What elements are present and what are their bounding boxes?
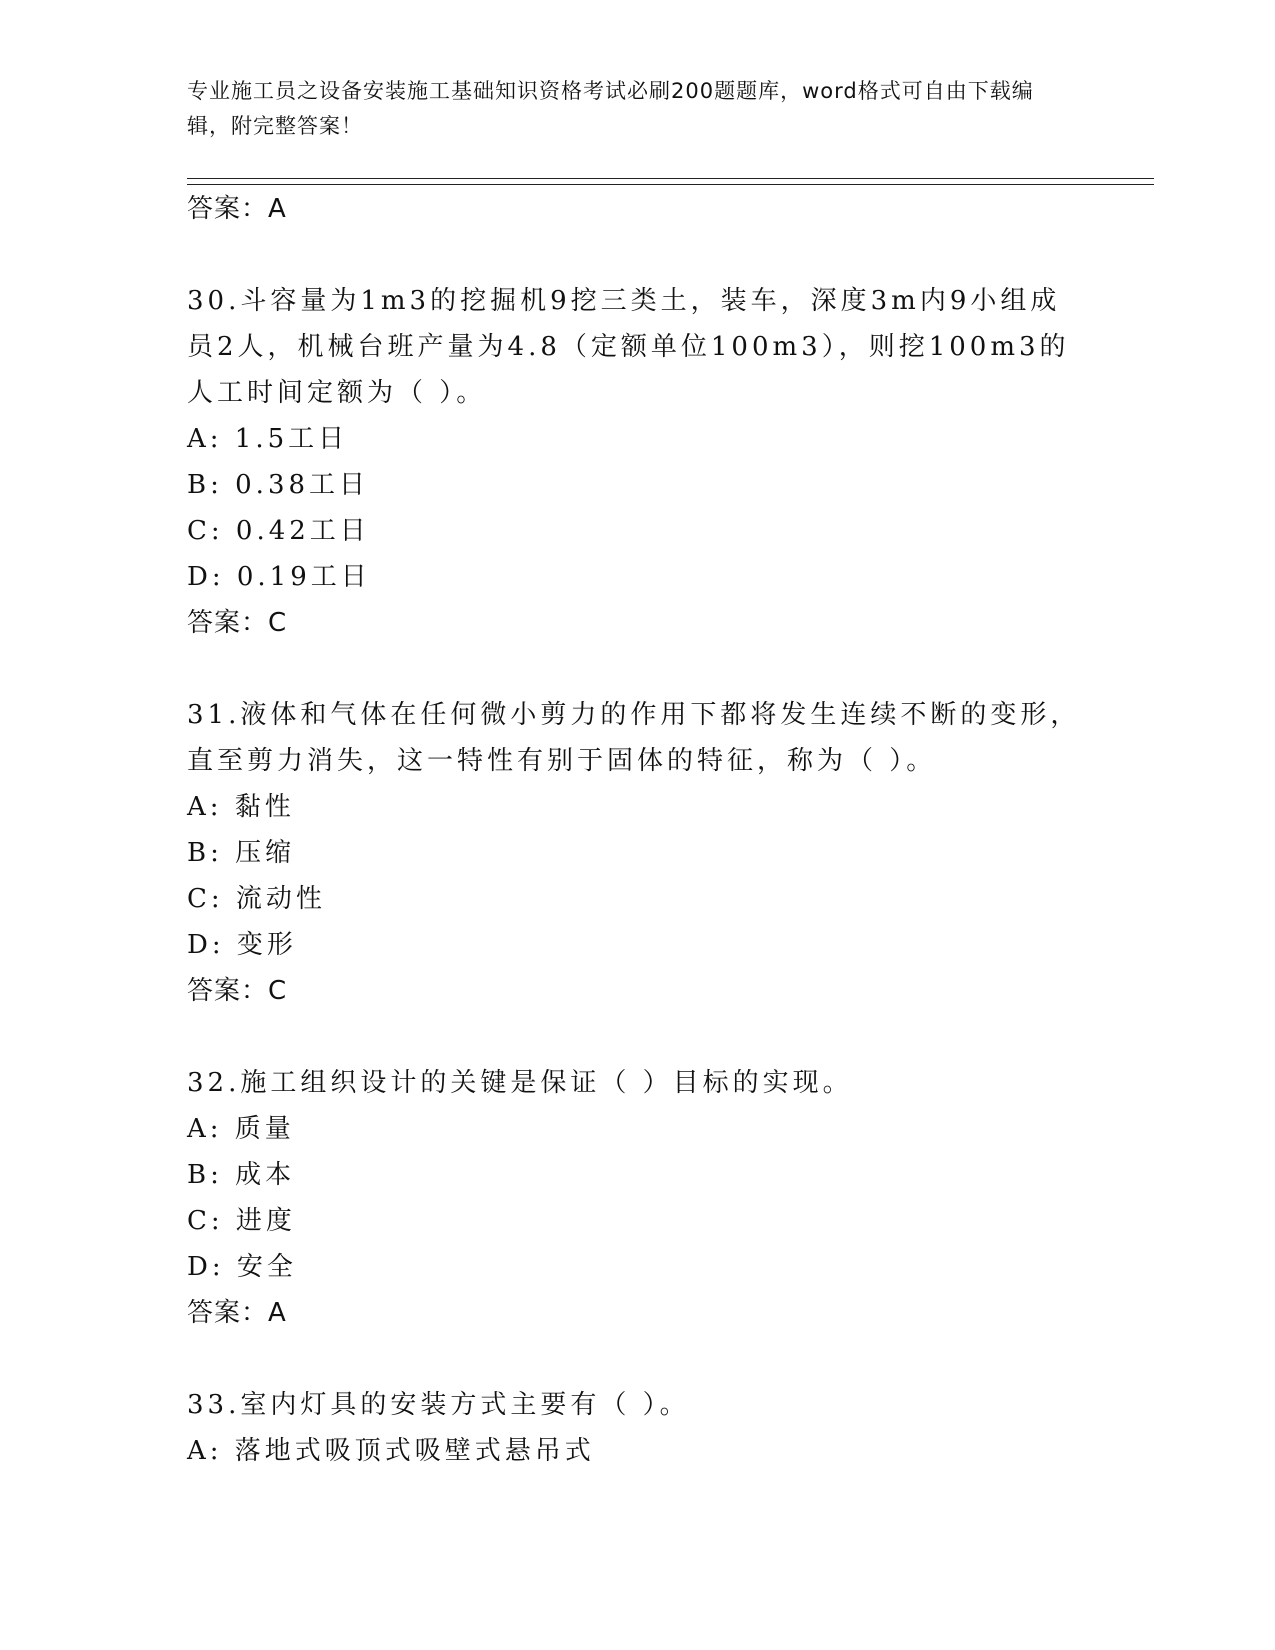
spacer [187, 646, 1087, 692]
option-c: C: 流动性 [187, 884, 326, 914]
option-b: B: 0.38工日 [187, 470, 370, 500]
page-header-title: 专业施工员之设备安装施工基础知识资格考试必刷200题题库，word格式可自由下载编辑，附完整答案！ [187, 79, 1034, 138]
option-d: D: 安全 [187, 1252, 297, 1282]
option-d: D: 变形 [187, 930, 297, 960]
option-b: B: 压缩 [187, 838, 296, 868]
spacer [187, 232, 1087, 278]
option-c: C: 0.42工日 [187, 516, 370, 546]
header-divider-top [187, 178, 1154, 179]
option-c: C: 进度 [187, 1206, 296, 1236]
question-stem: 30.斗容量为1m3的挖掘机9挖三类土，装车，深度3m内9小组成员2人，机械台班产量为4.8（定额单位100m3），则挖100m3的人工时间定额为（ ）。 [187, 286, 1070, 408]
option-a: A: 质量 [187, 1114, 295, 1144]
question-stem: 32.施工组织设计的关键是保证（ ）目标的实现。 [187, 1068, 853, 1098]
spacer [187, 1336, 1087, 1382]
header-divider-bottom [187, 184, 1154, 185]
option-b: B: 成本 [187, 1160, 296, 1190]
question-30 [187, 278, 1087, 646]
question-answer: 答案：A [187, 1298, 287, 1328]
question-stem: 33.室内灯具的安装方式主要有（ ）。 [187, 1390, 690, 1420]
question-33 [187, 1382, 1087, 1474]
question-answer: 答案：C [187, 976, 288, 1006]
question-stem: 31.液体和气体在任何微小剪力的作用下都将发生连续不断的变形，直至剪力消失，这一特性有别于固体的特征，称为（ ）。 [187, 700, 1081, 776]
previous-question-answer: 答案：A [187, 194, 287, 224]
question-32 [187, 1060, 1087, 1336]
question-31 [187, 692, 1087, 1014]
option-a: A: 1.5工日 [187, 424, 349, 454]
option-a: A: 黏性 [187, 792, 295, 822]
spacer [187, 1014, 1087, 1060]
option-d: D: 0.19工日 [187, 562, 371, 592]
question-list [187, 186, 1087, 1474]
question-answer: 答案：C [187, 608, 288, 638]
option-a: A: 落地式吸顶式吸壁式悬吊式 [187, 1436, 595, 1466]
